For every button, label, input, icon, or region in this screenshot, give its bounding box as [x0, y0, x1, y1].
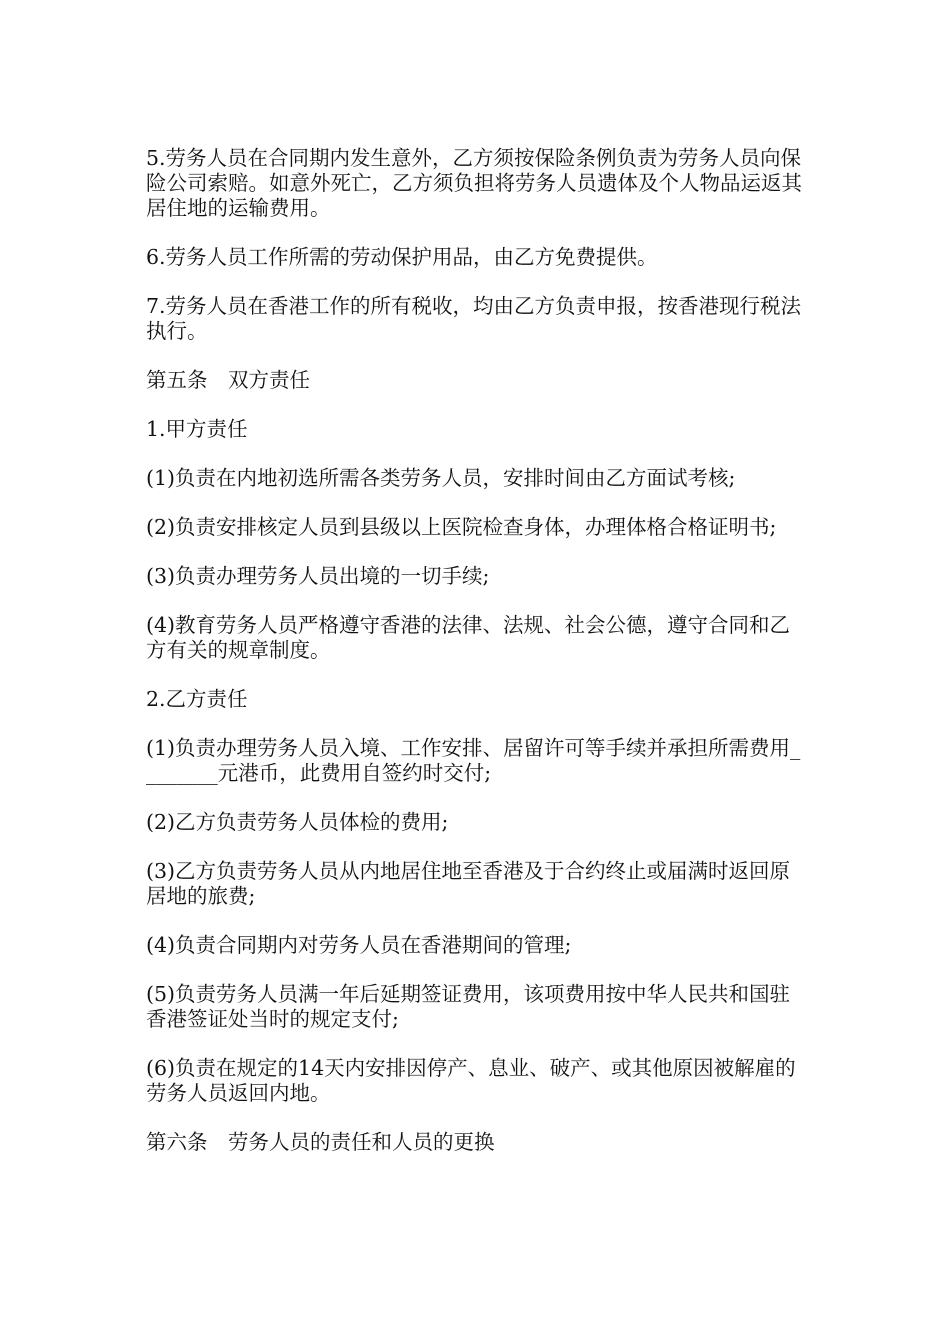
party-a-heading: 1.甲方责任 — [146, 417, 248, 441]
party-a-item-3: (3)负责办理劳务人员出境的一切手续; — [146, 564, 490, 588]
party-a-item-1: (1)负责在内地初选所需各类劳务人员，安排时间由乙方面试考核; — [146, 466, 736, 490]
party-b-heading: 2.乙方责任 — [146, 687, 248, 711]
party-b-item-6: (6)负责在规定的14天内安排因停产、息业、破产、或其他原因被解雇的劳务人员返回内地。 — [146, 1056, 796, 1105]
party-a-item-4: (4)教育劳务人员严格遵守香港的法律、法规、社会公德，遵守合同和乙方有关的规章制度。 — [146, 613, 791, 662]
party-b-item-5: (5)负责劳务人员满一年后延期签证费用，该项费用按中华人民共和国驻香港签证处当时的规定支付; — [146, 982, 791, 1031]
article-6-heading: 第六条 劳务人员的责任和人员的更换 — [146, 1130, 495, 1154]
document-body — [146, 146, 810, 1179]
paragraph-clause-6: 6.劳务人员工作所需的劳动保护用品，由乙方免费提供。 — [146, 245, 658, 269]
paragraph-clause-7: 7.劳务人员在香港工作的所有税收，均由乙方负责申报，按香港现行税法执行。 — [146, 294, 802, 343]
party-b-item-4: (4)负责合同期内对劳务人员在香港期间的管理; — [146, 933, 572, 957]
article-5-heading: 第五条 双方责任 — [146, 368, 310, 392]
party-b-item-1: (1)负责办理劳务人员入境、工作安排、居留许可等手续并承担所需费用________元港币，此费用自签约时交付; — [146, 736, 801, 785]
party-b-item-2: (2)乙方负责劳务人员体检的费用; — [146, 810, 449, 834]
party-a-item-2: (2)负责安排核定人员到县级以上医院检查身体，办理体格合格证明书; — [146, 515, 777, 539]
paragraph-clause-5: 5.劳务人员在合同期内发生意外，乙方须按保险条例负责为劳务人员向保险公司索赔。如意外死亡，乙方须负担将劳务人员遗体及个人物品运返其居住地的运输费用。 — [146, 146, 802, 220]
party-b-item-3: (3)乙方负责劳务人员从内地居住地至香港及于合约终止或届满时返回原居地的旅费; — [146, 859, 791, 908]
